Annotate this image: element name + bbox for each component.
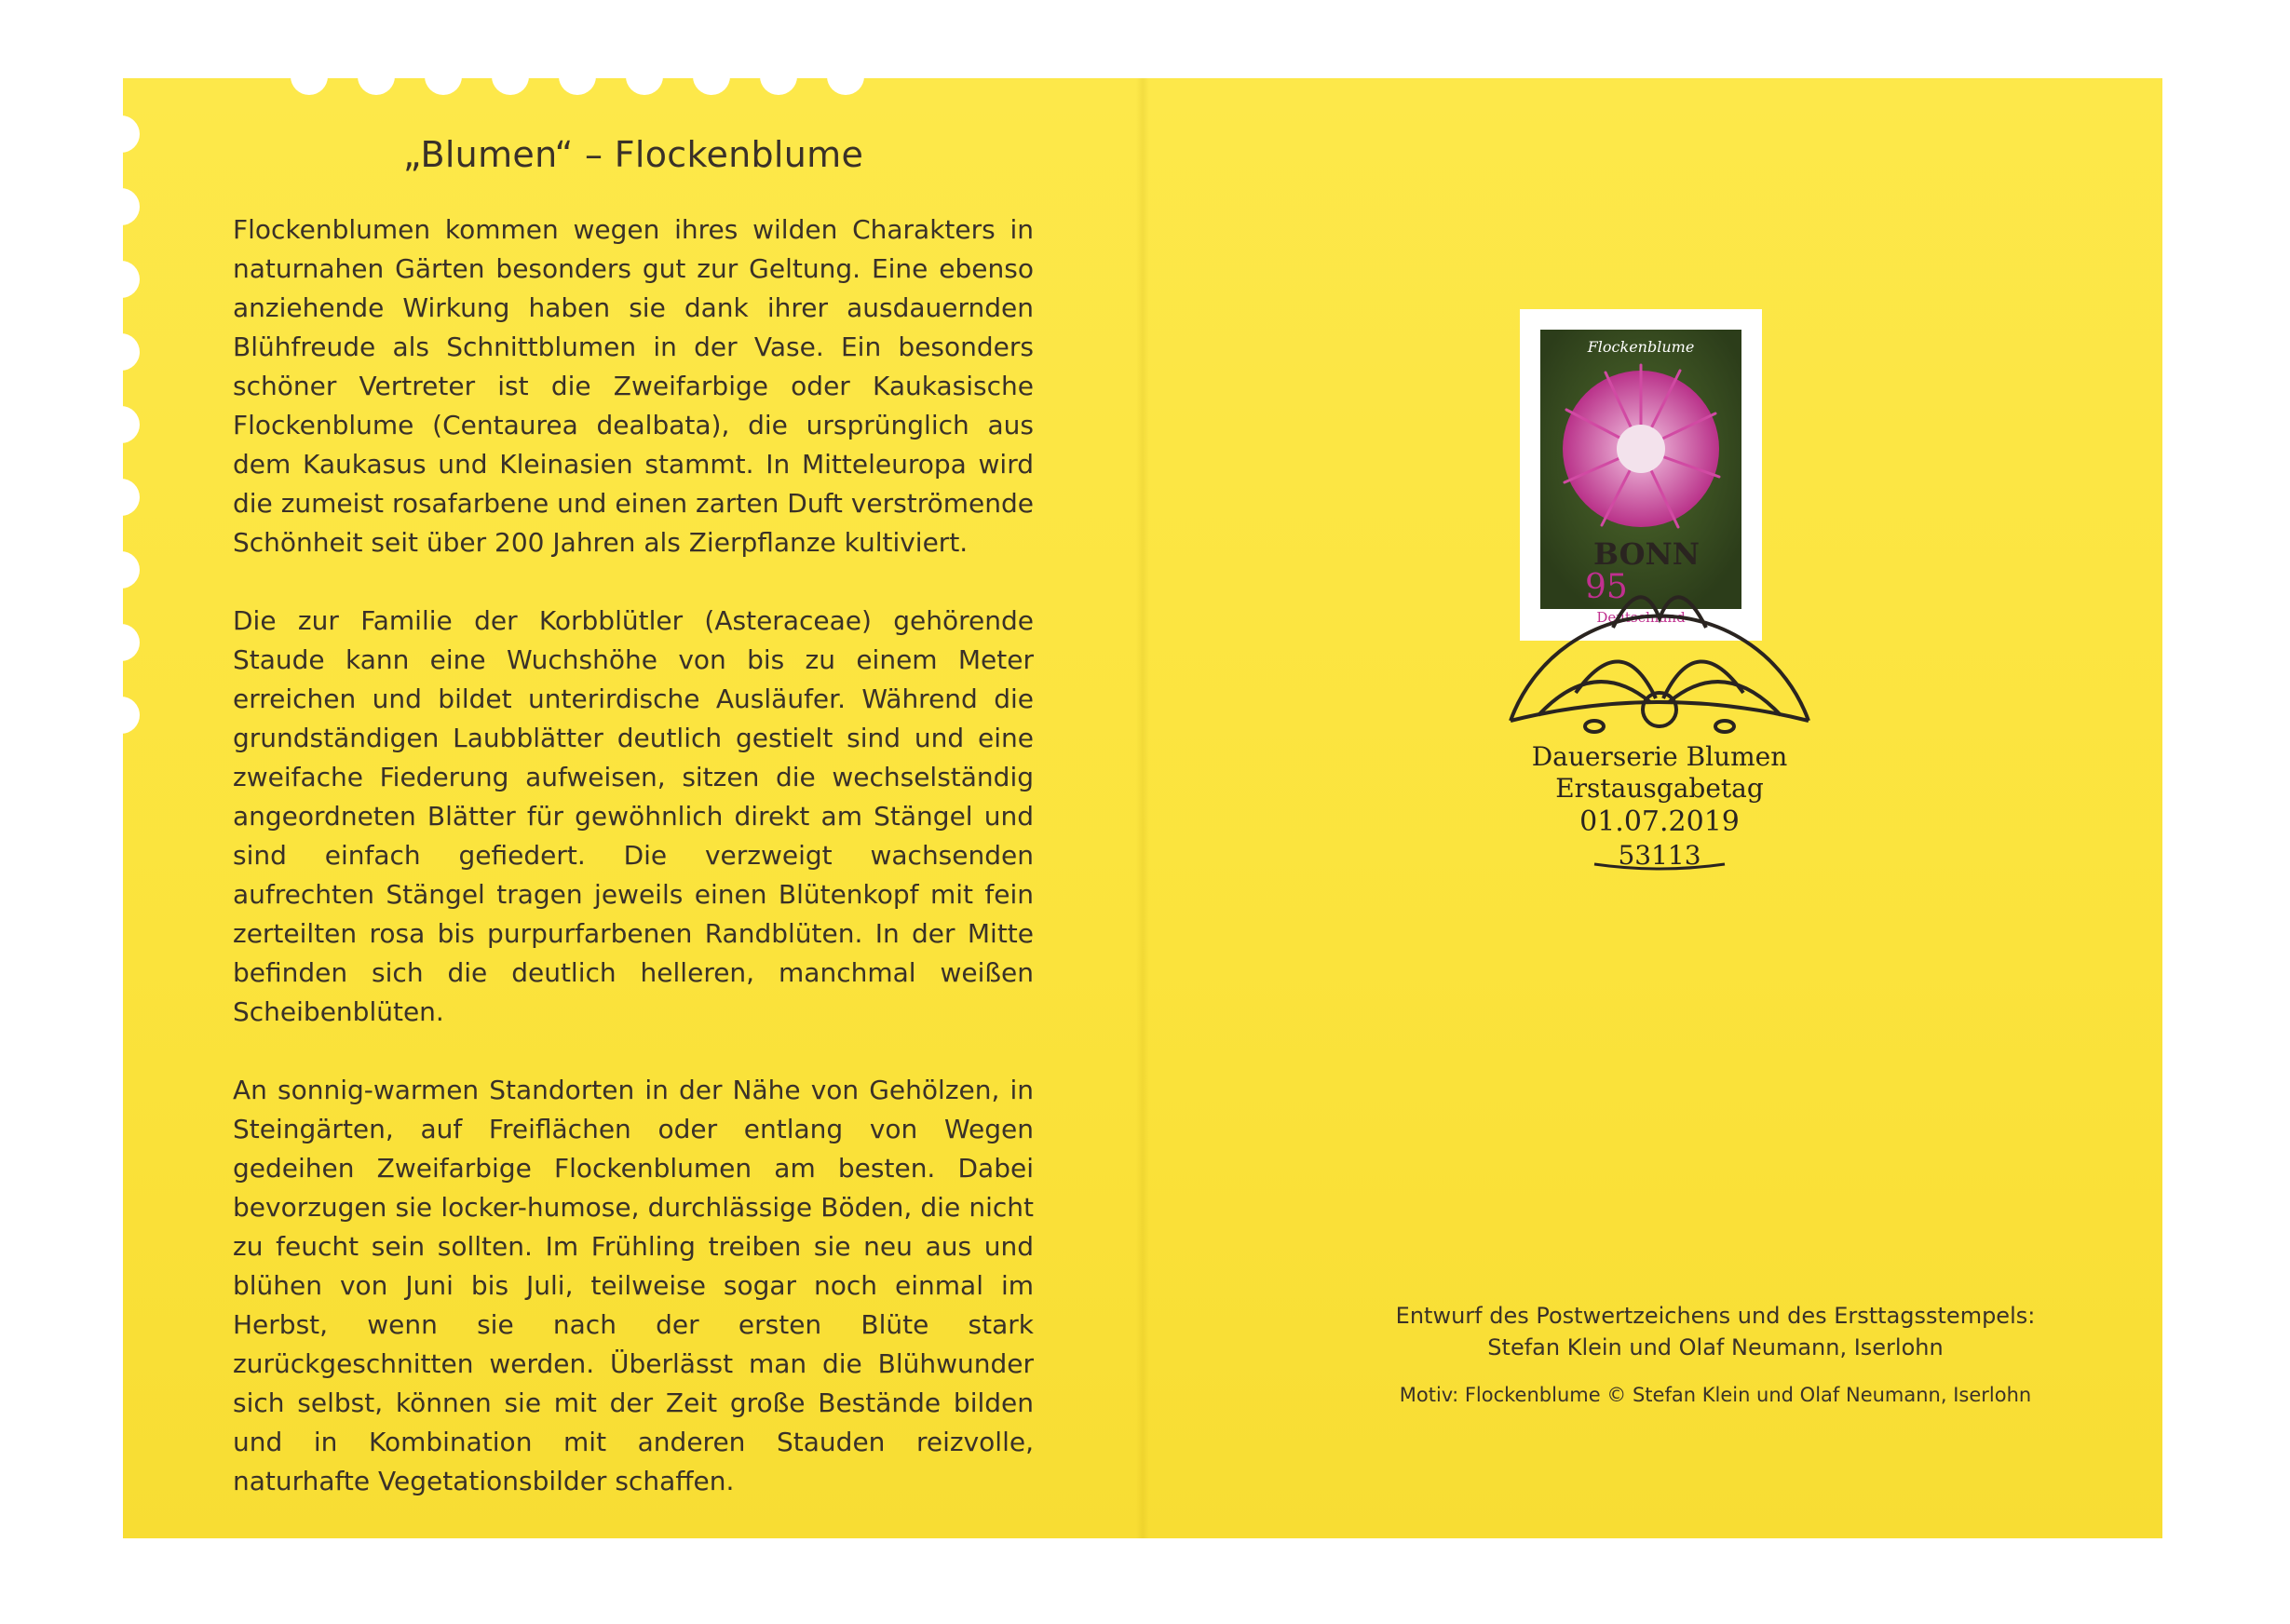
postmark-city: BONN xyxy=(1592,536,1701,572)
postmark-svg xyxy=(1455,516,1864,907)
credit-line-1: Entwurf des Postwertzeichens und des Ersttagsstempels: xyxy=(1395,1303,2036,1329)
motiv-credit: Motiv: Flockenblume © Stefan Klein und Olaf Neumann, Iserlohn xyxy=(1399,1384,2032,1406)
page-title: „Blumen“ – Flockenblume xyxy=(402,134,864,175)
postmark-date: 01.07.2019 xyxy=(1579,805,1740,838)
paragraph-1: Flockenblumen kommen wegen ihres wilden Charakters in naturnahen Gärten besonders gut zur Geltung. Eine ebenso anziehende Wirkung haben sie dank ihrer ausdauernden Blühfreude als Schnittblumen in der Vase. Ein besonders schöner Vertreter ist die Zweifarbige oder Kaukasische Flockenblume (Centaurea dealbata), die ursprünglich aus dem Kaukasus und Kleinasien stammt. In Mitteleuropa wird die zumeist rosafarbene und einen zarten Duft verströmende Schönheit seit über 200 Jahren als Zierpflanze kultiviert. xyxy=(233,214,1034,558)
postmark-zip: 53113 xyxy=(1618,840,1701,871)
center-fold xyxy=(1136,78,1149,1538)
credit-line-2: Stefan Klein und Olaf Neumann, Iserlohn xyxy=(1487,1334,1944,1360)
left-perforation xyxy=(102,115,143,786)
top-perforation xyxy=(291,58,868,99)
first-day-postmark xyxy=(1455,516,1864,911)
postmark-ring xyxy=(1511,616,1809,721)
postmark-line1: Dauerserie Blumen xyxy=(1531,741,1788,772)
left-page xyxy=(233,134,1034,1540)
stamp-label: Flockenblume xyxy=(1587,338,1695,356)
credits xyxy=(1306,1300,2125,1406)
paragraph-3: An sonnig-warmen Standorten in der Nähe von Gehölzen, in Steingärten, auf Freiflächen oder entlang von Wegen gedeihen Zweifarbige Flockenblumen am besten. Dabei bevorzugen sie locker-humose, durchlässige Böden, die nicht zu feucht sein sollten. Im Frühling treiben sie neu aus und blühen von Juni bis Juli, teilweise sogar noch einmal im Herbst, wenn sie nach der ersten Blüte stark zurückgeschnitten werden. Überlässt man die Blühwunder sich selbst, können sie mit der Zeit große Bestände bilden und in Kombination mit anderen Stauden reizvolle, naturhafte Vegetationsbilder schaffen. xyxy=(233,1075,1034,1496)
stamp-value: 95 xyxy=(1585,568,1628,606)
flower-center-icon xyxy=(1643,693,1676,726)
yellow-card xyxy=(123,78,2162,1538)
petal-outline-icon xyxy=(1538,682,1781,715)
postmark-ground-line xyxy=(1511,702,1809,721)
heart-petal-icon xyxy=(1613,597,1706,628)
stamp-area xyxy=(1520,302,1948,954)
stamp-country: Deutschland xyxy=(1596,609,1686,626)
postmark-line2: Erstausgabetag xyxy=(1555,773,1764,804)
paragraph-2: Die zur Familie der Korbblütler (Asteraceae) gehörende Staude kann eine Wuchshöhe von bis zu einem Meter erreichen und bildet unterirdische Ausläufer. Während die grundständigen Laubblätter deutlich gestielt sind und eine zweifache Fiederung aufweisen, sitzen die wechselständig angeordneten Blätter für gewöhnlich direkt am Stängel und sind einfach gefiedert. Die verzweigt wachsenden aufrechten Stängel tragen jeweils einen Blütenkopf mit fein zerteilten rosa bis purpurfarbenen Randblüten. In der Mitte befinden sich die deutlich helleren, manchmal weißen Scheibenblüten. xyxy=(233,605,1034,1027)
